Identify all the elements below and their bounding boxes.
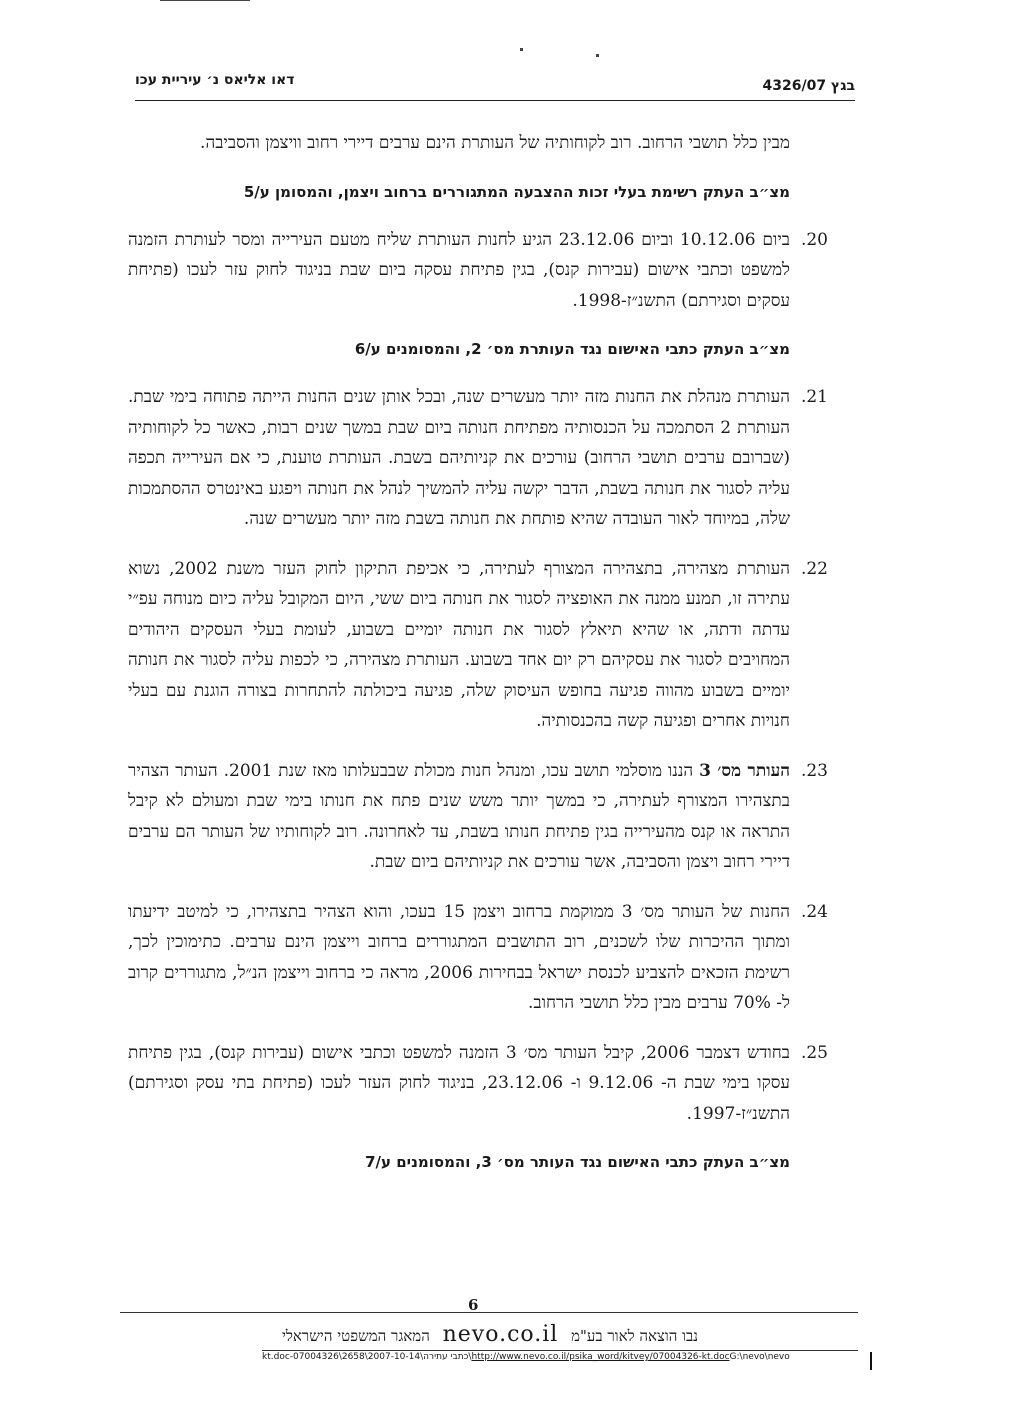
paragraph-text: העותרת מצהירה, בתצהירה המצורף לעתירה, כי אכיפת התיקון לחוק העזר משנת 2002, נשוא עתירה זו, תמנע ממנה את האופציה לסגור את חנותה ביום ששי, היום המקובל עליה כיום מנוחה עפ״י עדתה ודתה, או שהיא תיאלץ לסגור את חנותה יומיים בשבוע, לעומת בעלי העסקים היהודים המחויבים לסגור את עסקיהם רק יום אחד בשבוע. העותרת מצהירה, כי לכפות עליה לסגור את חנותה יומיים בשבוע מהווה פגיעה בחופש העיסוק שלה, פגיעה ביכולתה להתחרות בצורה הוגנת עם בעלי חנויות אחרים ופגיעה קשה בהכנסותיה.	[128, 558, 790, 731]
paragraph	[128, 225, 828, 317]
page-header	[135, 66, 855, 101]
document-body	[128, 128, 828, 1195]
paragraph	[128, 1038, 828, 1130]
paragraph-text: בחודש דצמבר 2006, קיבל העותר מס׳ 3 הזמנה למשפט וכתבי אישום (עבירות קנס), בגין פתיחת עסקו בימי שבת ה- 9.12.06 ו- 23.12.06, בניגוד לחוק העזר לעכו (פתיחת בתי עסק וסגירתם) התשנ״ז-1997.	[128, 1042, 790, 1124]
paragraph	[128, 897, 828, 1019]
paragraph-number: 22.	[800, 558, 828, 579]
paragraph	[128, 382, 828, 535]
case-number: בגץ 4326/07	[762, 78, 855, 94]
publisher-text: נבו הוצאה לאור בע"מ	[571, 1327, 699, 1345]
exhibit-note: מצ״ב העתק כתבי האישום נגד העותר מס׳ 3, והמסומנים ע/7	[365, 1153, 790, 1171]
source-url-link[interactable]: http://www.nevo.co.il/psika_word/kitvey/07004326-kt.doc	[471, 1352, 730, 1362]
paragraph	[128, 128, 828, 159]
site-domain[interactable]: nevo.co.il	[442, 1322, 559, 1347]
path-suffix: G:\nevo\nevo	[729, 1352, 790, 1362]
margin-bar	[870, 1352, 872, 1370]
paragraph-number: 20.	[800, 229, 828, 250]
paragraph-lead: העותר מס׳ 3	[699, 760, 791, 781]
paragraph-text: החנות של העותר מס׳ 3 ממוקמת ברחוב ויצמן 15 בעכו, והוא הצהיר בתצהירו, כי למיטב ידיעתו ומתוך ההיכרות שלו לשכנים, רוב התושבים המתגוררים ברחוב וייצמן הינם ערבים. כתימוכין לכך, רשימת הזכאים להצביע לכנסת ישראל בבחירות 2006, מראה כי ברחוב וייצמן הנ״ל, מתגוררים קרוב ל- 70% ערבים מבין כלל תושבי הרחוב.	[128, 901, 791, 1013]
page-number: 6	[468, 1296, 479, 1314]
exhibit-note: מצ״ב העתק רשימת בעלי זכות ההצבעה המתגוררים ברחוב ויצמן, והמסומן ע/5	[243, 182, 790, 201]
paragraph	[128, 554, 828, 737]
paragraph-number: 21.	[800, 387, 828, 407]
archive-text: המאגר המשפטי הישראלי	[281, 1327, 430, 1345]
scan-mark	[520, 48, 523, 51]
paragraph-text: ביום 10.12.06 וביום 23.12.06 הגיע לחנות העותרת שליח מטעם העירייה ומסר לעותרת הזמנה למשפט וכתבי אישום (עבירות קנס), בגין פתיחת עסקה ביום שבת בניגוד לחוק עזר לעכו (פתיחת עסקים וסגירתם) התשנ״ז-1998.	[128, 229, 790, 311]
footer-divider	[120, 1312, 858, 1313]
scan-mark	[596, 54, 599, 57]
path-prefix: kt.doc-07004326\2658\2007-10-14\כתבי עתירה\	[262, 1352, 472, 1362]
paragraph-number: 25.	[800, 1042, 828, 1063]
paragraph-number: 24.	[800, 901, 828, 922]
paragraph-text: העותרת מנהלת את החנות מזה יותר מעשרים שנה, ובכל אותן שנים החנות הייתה פתוחה בימי שבת. העותרת 2 הסתמכה על הכנסותיה מפתיחת חנותה ביום שבת במשך שנים רבות, כאשר כל לקוחותיה (שברובם ערבים תושבי הרחוב) עורכים את קניותיהם בשבת. העותרת טוענת, כי אם העירייה תכפה עליה לסגור את חנותה בשבת, הדבר יקשה עליה להמשיך לנהל את חנותה ויפגע באינטרס ההסתמכות שלה, במיוחד לאור העובדה שהיא פותחת את חנותה בשבת מזה יותר מעשרים שנה.	[128, 387, 790, 529]
footer-file-path	[262, 1350, 858, 1362]
scan-mark	[160, 0, 250, 1]
paragraph-text: מבין כלל תושבי הרחוב. רוב לקוחותיה של העותרת הינם ערבים דיירי רחוב וויצמן והסביבה.	[200, 133, 790, 153]
paragraph-text: הננו מוסלמי תושב עכו, ומנהל חנות מכולת שבבעלותו מאז שנת 2001. העותר הצהיר בתצהירו המצורף לעתירה, כי במשך יותר משש שנים פתח את חנותו בימי שבת ומעולם לא קיבל התראה או קנס מהעירייה בגין פתיחת חנותו בשבת, עד לאחרונה. רוב לקוחותיו של העותר הם ערבים דיירי רחוב ויצמן והסביבה, אשר עורכים את קניותיהם ביום שבת.	[128, 760, 790, 872]
paragraph	[128, 756, 828, 878]
footer-brand	[230, 1322, 750, 1347]
exhibit-note: מצ״ב העתק כתבי האישום נגד העותרת מס׳ 2, והמסומנים ע/6	[354, 340, 790, 358]
case-title: דאו אליאס נ׳ עיריית עכו	[135, 72, 295, 88]
paragraph-number: 23.	[800, 760, 828, 781]
